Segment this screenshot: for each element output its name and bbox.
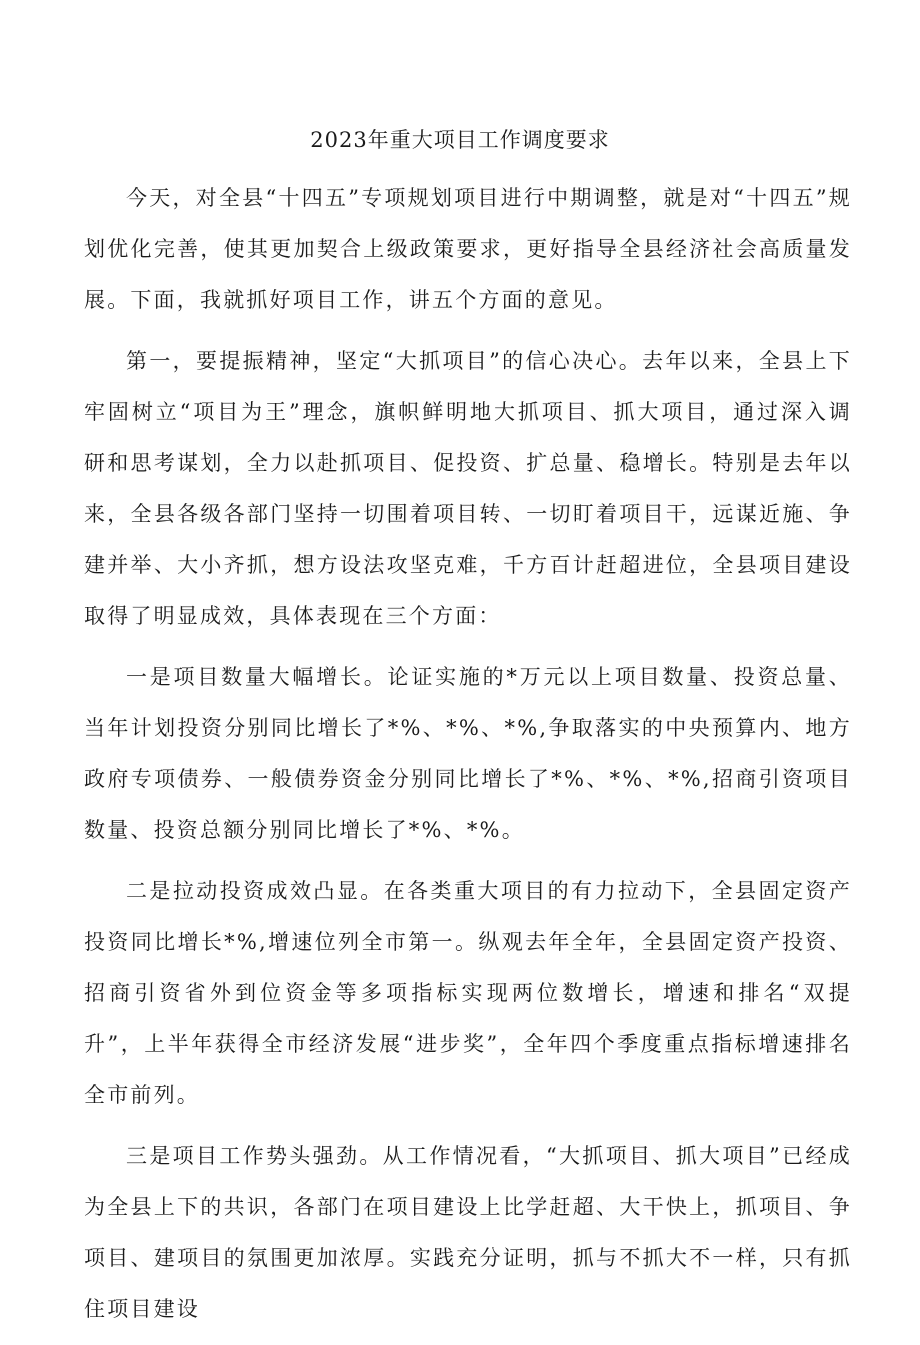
document-body — [84, 173, 852, 1345]
paragraph-project-count: 一是项目数量大幅增长。论证实施的*万元以上项目数量、投资总量、当年计划投资分别同比增长了*%、*%、*%,争取落实的中央预算内、地方政府专项债券、一般债券资金分别同比增长了*%、*%、*%,招商引资项目数量、投资总额分别同比增长了*%、*%。 — [84, 665, 852, 842]
paragraph-intro: 今天，对全县“十四五”专项规划项目进行中期调整，就是对“十四五”规划优化完善，使其更加契合上级政策要求，更好指导全县经济社会高质量发展。下面，我就抓好项目工作，讲五个方面的意见。 — [84, 186, 852, 312]
paragraph-momentum: 三是项目工作势头强劲。从工作情况看，“大抓项目、抓大项目”已经成为全县上下的共识，各部门在项目建设上比学赶超、大干快上，抓项目、争项目、建项目的氛围更加浓厚。实践充分证明，抓与不抓大不一样，只有抓住项目建设 — [84, 1144, 852, 1321]
document-title: 2023年重大项目工作调度要求 — [310, 128, 610, 152]
paragraph-first-point: 第一，要提振精神，坚定“大抓项目”的信心决心。去年以来，全县上下牢固树立“项目为王”理念，旗帜鲜明地大抓项目、抓大项目，通过深入调研和思考谋划，全力以赴抓项目、促投资、扩总量、稳增长。特别是去年以来，全县各级各部门坚持一切围着项目转、一切盯着项目干，远谋近施、争建并举、大小齐抓，想方设法攻坚克难，千方百计赶超进位，全县项目建设取得了明显成效，具体表现在三个方面： — [84, 349, 852, 628]
paragraph-investment: 二是拉动投资成效凸显。在各类重大项目的有力拉动下，全县固定资产投资同比增长*%,增速位列全市第一。纵观去年全年，全县固定资产投资、招商引资省外到位资金等多项指标实现两位数增长，增速和排名“双提升”，上半年获得全市经济发展“进步奖”，全年四个季度重点指标增速排名全市前列。 — [84, 879, 852, 1107]
